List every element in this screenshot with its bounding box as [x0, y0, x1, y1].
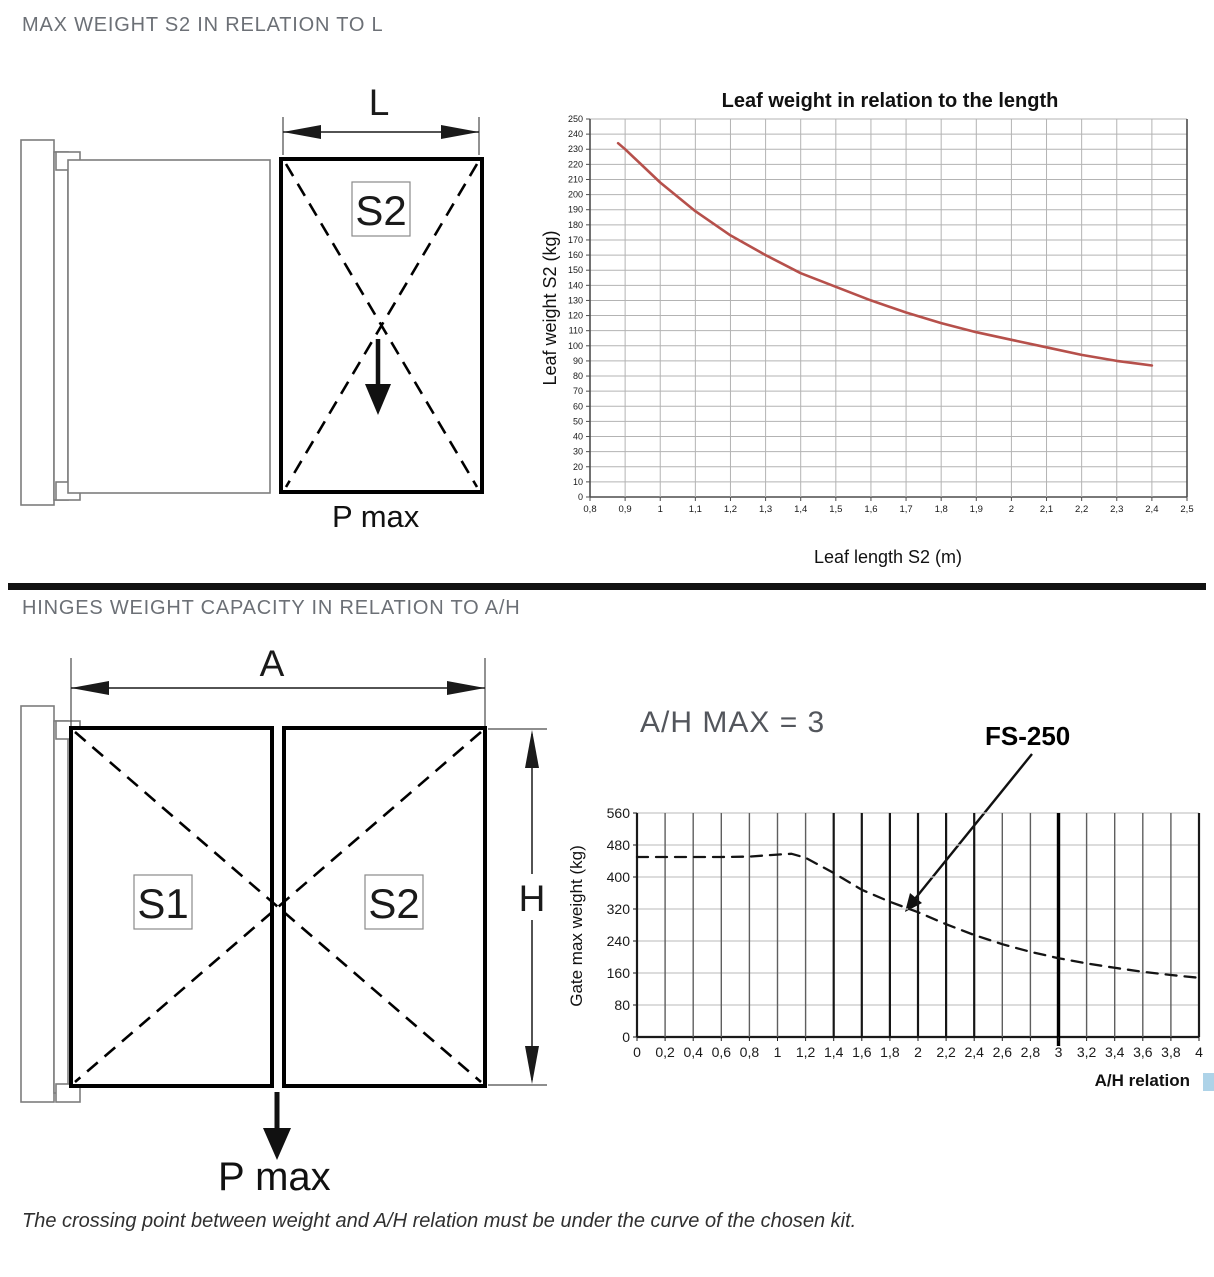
hinge-plate: [54, 721, 68, 1093]
x-tick-label: 2,1: [1039, 504, 1054, 515]
x-tick-label: 1,4: [823, 1044, 844, 1060]
kit-name-label: FS-250: [985, 721, 1071, 751]
x-tick-label: 2,2: [936, 1044, 956, 1060]
x-tick-label: 1,6: [864, 504, 878, 515]
x-tick-label: 3,8: [1161, 1044, 1181, 1060]
x-tick-label: 2,3: [1110, 504, 1124, 515]
y-tick-label: 100: [567, 340, 583, 351]
dim-arrowhead: [525, 1046, 539, 1084]
y-tick-label: 110: [568, 325, 583, 336]
x-tick-label: 3: [1054, 1044, 1063, 1060]
pmax-label: P max: [218, 1155, 331, 1199]
x-tick-label: 2: [914, 1044, 922, 1060]
y-tick-label: 220: [567, 159, 583, 170]
x-tick-label: 1,2: [723, 504, 738, 515]
footnote: The crossing point between weight and A/H relation must be under the curve of the chosen kit.: [22, 1210, 857, 1232]
single-leaf-diagram: [0, 55, 540, 575]
y-tick-label: 130: [567, 295, 583, 306]
x-tick-label: 1: [657, 504, 663, 515]
y-tick-label: 150: [567, 265, 583, 276]
x-tick-label: 2,4: [964, 1044, 984, 1060]
x-tick-label: 0,8: [739, 1044, 760, 1060]
x-tick-label: 0,4: [683, 1044, 703, 1060]
x-tick-label: 1,9: [969, 504, 983, 515]
x-tick-label: 3,6: [1133, 1044, 1153, 1060]
section1-heading: MAX WEIGHT S2 IN RELATION TO L: [22, 14, 384, 36]
dim-A-label: A: [259, 643, 285, 684]
x-tick-label: 0,8: [583, 504, 597, 515]
y-tick-label: 70: [572, 386, 583, 397]
y-tick-label: 200: [567, 189, 583, 200]
hinge-capacity-chart: [560, 690, 1214, 1102]
x-tick-label: 1: [773, 1044, 782, 1060]
pmax-label: P max: [332, 499, 420, 534]
y-tick-label: 140: [567, 280, 583, 291]
y-tick-label: 480: [606, 837, 630, 853]
section2-heading: HINGES WEIGHT CAPACITY IN RELATION TO A/H: [22, 597, 521, 619]
y-tick-label: 90: [572, 355, 583, 366]
dim-arrowhead: [525, 730, 539, 768]
y-tick-label: 0: [622, 1029, 630, 1045]
x-tick-label: 2,5: [1180, 504, 1194, 515]
dim-arrowhead: [447, 681, 485, 695]
section-divider: [8, 583, 1206, 590]
gate-post: [21, 140, 54, 505]
x-tick-label: 4: [1195, 1044, 1203, 1060]
chart1-y-axis-title: Leaf weight S2 (kg): [540, 230, 560, 386]
y-tick-label: 180: [567, 219, 583, 230]
y-tick-label: 120: [567, 310, 583, 321]
x-tick-label: 1,4: [794, 504, 808, 515]
y-tick-label: 80: [614, 997, 630, 1013]
open-leaf-outline: [68, 160, 270, 493]
y-tick-label: 250: [567, 114, 583, 124]
page-edge-mark: [1203, 1073, 1214, 1091]
dim-arrowhead: [71, 681, 109, 695]
y-tick-label: 50: [572, 416, 583, 427]
x-tick-label: 2,8: [1020, 1044, 1041, 1060]
x-tick-label: 1,7: [899, 504, 913, 515]
x-tick-label: 3,4: [1104, 1044, 1125, 1060]
x-tick-label: 2,6: [992, 1044, 1013, 1060]
chart1-x-axis-title: Leaf length S2 (m): [813, 547, 963, 567]
double-leaf-diagram: [0, 630, 560, 1202]
leaf-s2-label: S2: [368, 880, 420, 927]
y-tick-label: 20: [572, 461, 583, 472]
x-tick-label: 1,1: [688, 504, 702, 515]
y-tick-label: 240: [606, 933, 630, 949]
y-tick-label: 60: [572, 401, 583, 412]
gate-post: [21, 706, 54, 1102]
x-tick-label: 1,6: [852, 1044, 872, 1060]
leaf-s2-label: S2: [355, 187, 407, 234]
chart1-title: Leaf weight in relation to the length: [721, 90, 1059, 112]
y-tick-label: 160: [606, 965, 630, 981]
series-max-leaf-weight: [618, 143, 1152, 365]
x-tick-label: 2,2: [1075, 504, 1089, 515]
x-tick-label: 1,3: [758, 504, 773, 515]
x-tick-label: 2: [1008, 504, 1015, 515]
dim-arrowhead: [283, 125, 321, 139]
leaf-s1-label: S1: [137, 880, 189, 927]
x-tick-label: 0: [633, 1044, 641, 1060]
y-tick-label: 320: [606, 901, 630, 917]
dim-H-label: H: [518, 878, 546, 919]
dim-L-label: L: [368, 82, 390, 123]
x-tick-label: 1,8: [934, 504, 948, 515]
y-tick-label: 30: [572, 446, 583, 457]
x-tick-label: 0,9: [618, 504, 632, 515]
chart2-plot-area: [607, 805, 1203, 1060]
ah-max-annotation: A/H MAX = 3: [640, 706, 826, 739]
hinge-plate: [54, 152, 68, 500]
x-tick-label: 0,6: [711, 1044, 732, 1060]
x-tick-label: 1,5: [829, 504, 843, 515]
dim-arrowhead: [441, 125, 479, 139]
y-tick-label: 210: [567, 174, 583, 185]
y-tick-label: 240: [567, 129, 583, 140]
y-tick-label: 190: [567, 204, 583, 215]
x-tick-label: 1,2: [795, 1044, 816, 1060]
y-tick-label: 560: [606, 805, 630, 821]
x-tick-label: 3,2: [1076, 1044, 1097, 1060]
y-tick-label: 230: [567, 144, 583, 155]
y-tick-label: 400: [606, 869, 630, 885]
chart2-x-axis-title: A/H relation: [1094, 1071, 1190, 1090]
y-tick-label: 80: [572, 371, 583, 382]
x-tick-label: 2,4: [1145, 504, 1159, 515]
x-tick-label: 0,2: [655, 1044, 675, 1060]
chart1-plot-area: [568, 114, 1194, 515]
y-tick-label: 160: [567, 250, 583, 261]
chart2-y-axis-title: Gate max weight (kg): [567, 845, 586, 1007]
kit-arrow-line: [910, 754, 1032, 905]
leaf-weight-chart: [540, 85, 1214, 577]
y-tick-label: 10: [572, 476, 583, 487]
x-tick-label: 1,8: [880, 1044, 900, 1060]
y-tick-label: 0: [577, 492, 583, 502]
y-tick-label: 170: [567, 234, 583, 245]
y-tick-label: 40: [572, 431, 583, 442]
